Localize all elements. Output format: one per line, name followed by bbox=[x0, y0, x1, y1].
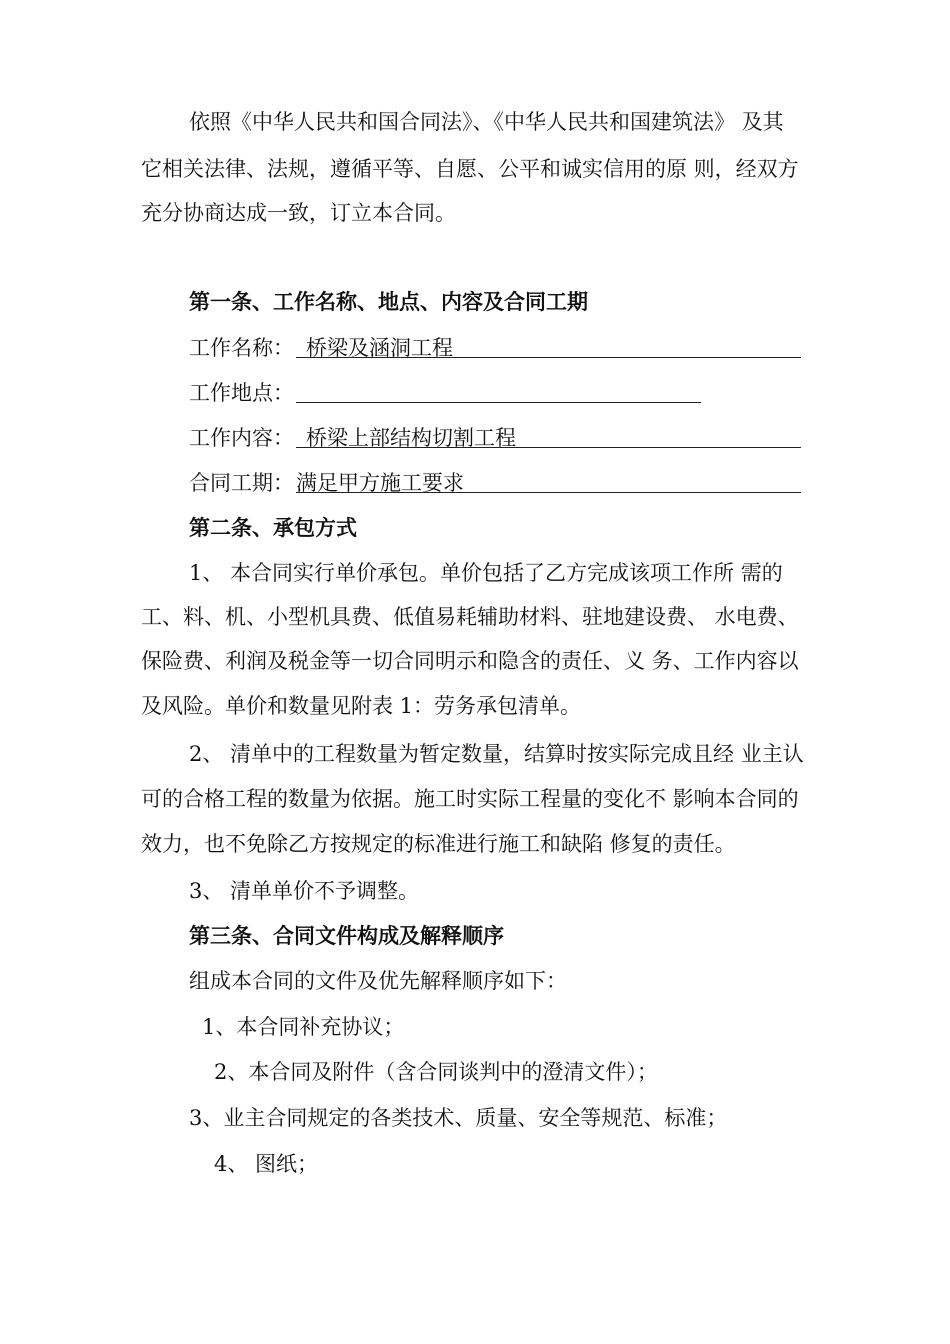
preamble-line-1: 依照《中华人民共和国合同法》、《中华人民共和国建筑法》 及其 bbox=[189, 110, 784, 134]
article-2-p1-line-2: 工、料、机、小型机具费、低值易耗辅助材料、驻地建设费、 水电费、 bbox=[141, 605, 799, 629]
preamble-line-2: 它相关法律、法规，遵循平等、自愿、公平和诚实信用的原 则，经双方 bbox=[141, 157, 799, 181]
article-3-item-3: 3、业主合同规定的各类技术、质量、安全等规范、标准； bbox=[189, 1106, 728, 1130]
underline-contract-period bbox=[296, 492, 801, 493]
article-3-heading: 第三条、合同文件构成及解释顺序 bbox=[189, 923, 504, 948]
article-3-intro: 组成本合同的文件及优先解释顺序如下： bbox=[189, 969, 567, 993]
underline-work-content bbox=[296, 447, 801, 448]
field-label-work-location: 工作地点： bbox=[189, 381, 294, 405]
article-2-p1-line-4: 及风险。单价和数量见附表 1：劳务承包清单。 bbox=[141, 694, 582, 718]
article-2-p2-line-1: 2、 清单中的工程数量为暂定数量，结算时按实际完成且经 业主认 bbox=[189, 742, 804, 766]
article-2-p3: 3、 清单单价不予调整。 bbox=[189, 879, 420, 903]
field-label-work-name: 工作名称： bbox=[189, 336, 294, 360]
article-2-p1-line-1: 1、 本合同实行单价承包。单价包括了乙方完成该项工作所 需的 bbox=[189, 561, 783, 585]
article-2-p1-line-3: 保险费、利润及税金等一切合同明示和隐含的责任、义 务、工作内容以 bbox=[141, 649, 799, 673]
article-2-p2-line-2: 可的合格工程的数量为依据。施工时实际工程量的变化不 影响本合同的 bbox=[141, 787, 799, 811]
field-value-contract-period: 满足甲方施工要求 bbox=[296, 471, 464, 495]
article-3-item-2: 2、本合同及附件（含合同谈判中的澄清文件）； bbox=[214, 1060, 658, 1084]
article-2-p2-line-3: 效力，也不免除乙方按规定的标准进行施工和缺陷 修复的责任。 bbox=[141, 832, 736, 856]
field-value-work-content: 桥梁上部结构切割工程 bbox=[306, 426, 516, 450]
field-label-contract-period: 合同工期： bbox=[189, 471, 294, 495]
field-value-work-name: 桥梁及涵洞工程 bbox=[306, 336, 453, 360]
underline-work-name bbox=[296, 357, 801, 358]
field-label-work-content: 工作内容： bbox=[189, 426, 294, 450]
article-3-item-4: 4、 图纸； bbox=[214, 1152, 319, 1176]
article-1-heading: 第一条、工作名称、地点、内容及合同工期 bbox=[189, 289, 588, 314]
article-2-heading: 第二条、承包方式 bbox=[189, 515, 357, 540]
article-3-item-1: 1、本合同补充协议； bbox=[202, 1015, 405, 1039]
underline-work-location bbox=[296, 402, 701, 403]
preamble-line-3: 充分协商达成一致，订立本合同。 bbox=[141, 201, 456, 225]
